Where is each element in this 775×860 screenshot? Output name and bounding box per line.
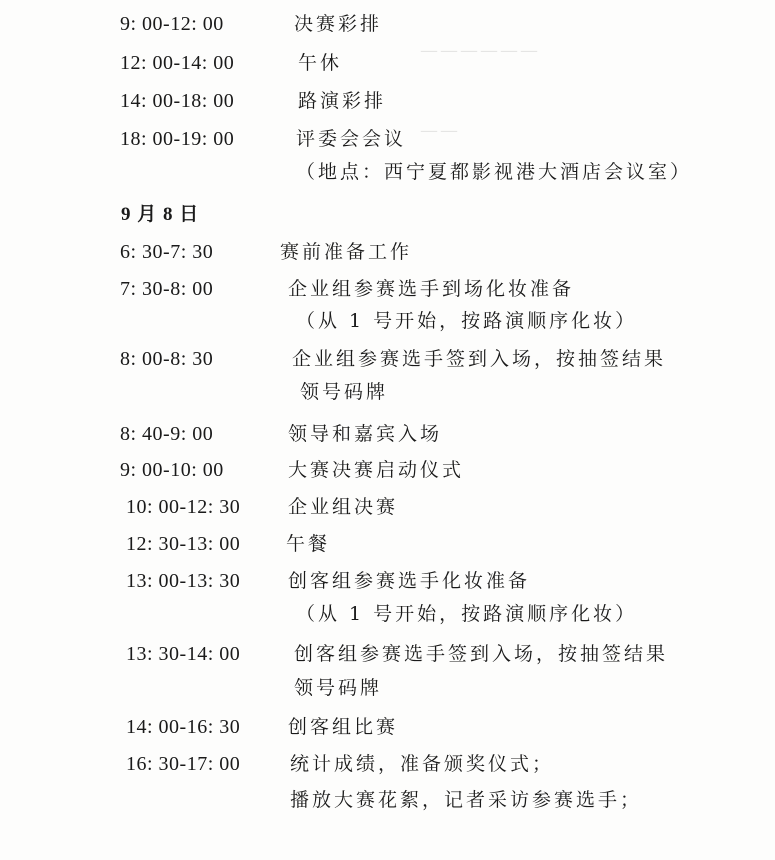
- note-text: （从 1 号开始，按路演顺序化妆）: [296, 310, 638, 332]
- schedule-row: [126, 715, 398, 739]
- time-range: 13: 00-13: 30: [126, 570, 241, 592]
- time-range: 9: 00-10: 00: [120, 459, 224, 481]
- bleed-through-text: ——: [420, 120, 460, 141]
- event-text: 领导和嘉宾入场: [288, 423, 443, 445]
- schedule-row: [120, 277, 574, 301]
- time-range: 14: 00-18: 00: [120, 90, 235, 112]
- event-text: 创客组参赛选手化妆准备: [288, 570, 531, 592]
- time-range: 14: 00-16: 30: [126, 716, 241, 738]
- event-text: 评委会会议: [296, 128, 407, 150]
- event-text: 路演彩排: [298, 90, 387, 112]
- event-text: 创客组参赛选手签到入场，按抽签结果: [294, 643, 669, 665]
- bleed-through-text: ——————: [420, 40, 540, 61]
- time-range: 8: 40-9: 00: [120, 423, 214, 445]
- schedule-note: [296, 602, 637, 626]
- schedule-note: [296, 309, 637, 333]
- schedule-row: [120, 347, 666, 371]
- event-text: 午餐: [286, 533, 331, 555]
- schedule-row: [126, 569, 530, 593]
- schedule-row: [120, 240, 412, 264]
- time-range: 12: 00-14: 00: [120, 52, 235, 74]
- date-heading: 9 月 8 日: [121, 204, 200, 225]
- event-text: 企业组参赛选手到场化妆准备: [288, 278, 575, 300]
- time-range: 10: 00-12: 30: [126, 496, 241, 518]
- event-text: 大赛决赛启动仪式: [288, 459, 465, 481]
- event-text: 企业组参赛选手签到入场，按抽签结果: [292, 348, 667, 370]
- time-range: 9: 00-12: 00: [120, 13, 224, 35]
- note-text: 播放大赛花絮，记者采访参赛选手；: [290, 789, 643, 811]
- schedule-row: [120, 458, 464, 482]
- time-range: 16: 30-17: 00: [126, 753, 241, 775]
- schedule-row: [120, 89, 386, 113]
- schedule-row: [126, 752, 554, 776]
- schedule-note: [300, 380, 388, 404]
- location-text: （地点：西宁夏都影视港大酒店会议室）: [296, 161, 693, 183]
- event-text: 企业组决赛: [288, 496, 399, 518]
- schedule-row: [126, 642, 668, 666]
- schedule-note: [294, 676, 382, 700]
- note-text: 领号码牌: [294, 677, 383, 699]
- location-note: [296, 160, 692, 184]
- schedule-row: [126, 532, 330, 556]
- time-range: 12: 30-13: 00: [126, 533, 241, 555]
- schedule-row: [120, 127, 406, 151]
- event-text: 赛前准备工作: [280, 241, 413, 263]
- schedule-row: [120, 51, 342, 75]
- event-text: 午休: [298, 52, 343, 74]
- note-text: 领号码牌: [300, 381, 389, 403]
- time-range: 6: 30-7: 30: [120, 241, 214, 263]
- schedule-row: [120, 12, 382, 36]
- time-range: 7: 30-8: 00: [120, 278, 214, 300]
- schedule-row: [126, 495, 398, 519]
- schedule-note: [290, 788, 642, 812]
- event-text: 统计成绩，准备颁奖仪式；: [290, 753, 555, 775]
- time-range: 13: 30-14: 00: [126, 643, 241, 665]
- event-text: 创客组比赛: [288, 716, 399, 738]
- schedule-row: [120, 422, 442, 446]
- time-range: 18: 00-19: 00: [120, 128, 235, 150]
- event-text: 决赛彩排: [294, 13, 383, 35]
- time-range: 8: 00-8: 30: [120, 348, 214, 370]
- note-text: （从 1 号开始，按路演顺序化妆）: [296, 603, 638, 625]
